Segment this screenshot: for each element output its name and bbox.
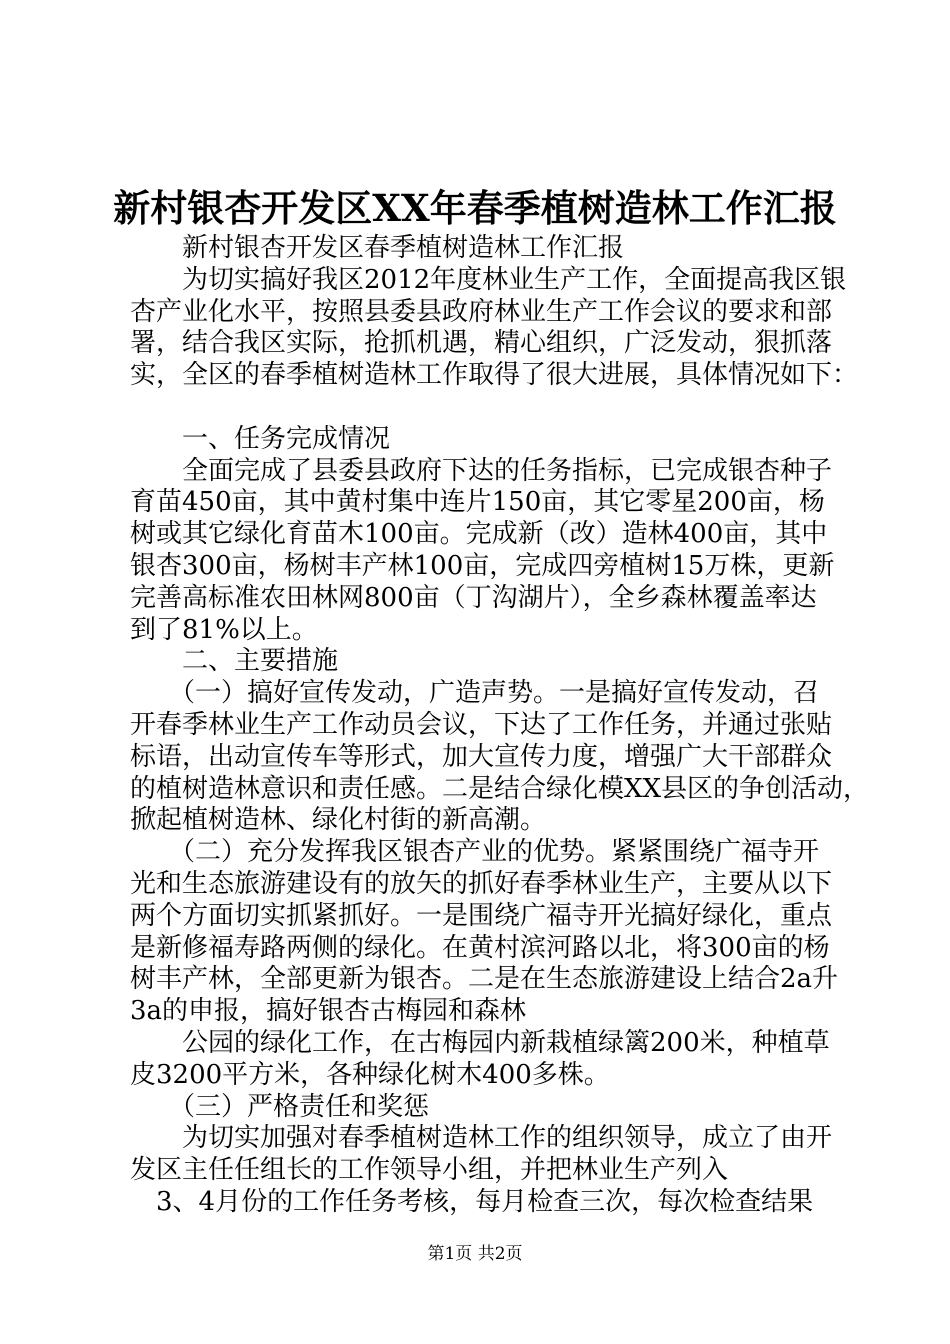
text-line: 杏产业化水平，按照县委县政府林业生产工作会议的要求和部 [130, 296, 833, 327]
text-line: 皮3200平方米，各种绿化树木400多株。 [130, 1059, 610, 1090]
text-line: 发区主任任组长的工作领导小组，并把林业生产列入 [130, 1155, 729, 1186]
text-line: 银杏300亩，杨树丰产林100亩，完成四旁植树15万株，更新 [130, 550, 835, 581]
text-line: 育苗450亩，其中黄村集中连片150亩，其它零星200亩，杨 [130, 487, 825, 518]
text-line: 掀起植树造林、绿化村街的新高潮。 [130, 805, 547, 836]
text-line: 完善高标准农田林网800亩（丁沟湖片），全乡森林覆盖率达 [130, 582, 817, 613]
text-line: 树丰产林，全部更新为银杏。二是在生态旅游建设上结合2a升 [130, 964, 839, 995]
text-line: 实，全区的春季植树造林工作取得了很大进展，具体情况如下： [130, 360, 859, 391]
text-line: 标语，出动宣传车等形式，加大宣传力度，增强广大干部群众 [130, 741, 833, 772]
text-line: 公园的绿化工作，在古梅园内新栽植绿篱200米，种植草 [130, 1027, 830, 1058]
text-line: 为切实加强对春季植树造林工作的组织领导，成立了由开 [130, 1123, 833, 1154]
text-line: （三）严格责任和奖惩 [130, 1091, 430, 1122]
text-line: 开春季林业生产工作动员会议，下达了工作任务，并通过张贴 [130, 709, 833, 740]
text-line: 的植树造林意识和责任感。二是结合绿化模XX县区的争创活动， [130, 773, 870, 804]
text-line: 两个方面切实抓紧抓好。一是围绕广福寺开光搞好绿化，重点 [130, 900, 833, 931]
text-line: 二、主要措施 [130, 646, 339, 677]
text-line: 署，结合我区实际，抢抓机遇，精心组织，广泛发动，狠抓落 [130, 328, 833, 359]
text-line: （一）搞好宣传发动，广造声势。一是搞好宣传发动，召 [130, 678, 820, 709]
text-line: 树或其它绿化育苗木100亩。完成新（改）造林400亩，其中 [130, 519, 828, 550]
text-line: 一、任务完成情况 [130, 423, 391, 454]
text-line: 到了81%以上。 [130, 614, 318, 645]
text-line: 为切实搞好我区2012年度林业生产工作，全面提高我区银 [130, 264, 847, 295]
text-line: 光和生态旅游建设有的放矢的抓好春季林业生产，主要从以下 [130, 868, 833, 899]
text-line: 3a的申报，搞好银杏古梅园和森林 [130, 996, 527, 1027]
page-footer: 第1页 共2页 [427, 1244, 523, 1264]
text-line: 新村银杏开发区春季植树造林工作汇报 [130, 233, 625, 263]
text-line: 是新修福寿路两侧的绿化。在黄村滨河路以北，将300亩的杨 [130, 932, 830, 963]
text-line: 全面完成了县委县政府下达的任务指标，已完成银杏种子 [130, 455, 833, 486]
text-line: （二）充分发挥我区银杏产业的优势。紧紧围绕广福寺开 [130, 837, 820, 868]
text-line: 3、4月份的工作任务考核，每月检查三次，每次检查结果 [130, 1186, 814, 1217]
document-body [130, 233, 870, 1219]
text-line [130, 392, 830, 424]
document-title: 新村银杏开发区XX年春季植树造林工作汇报 [113, 186, 837, 230]
